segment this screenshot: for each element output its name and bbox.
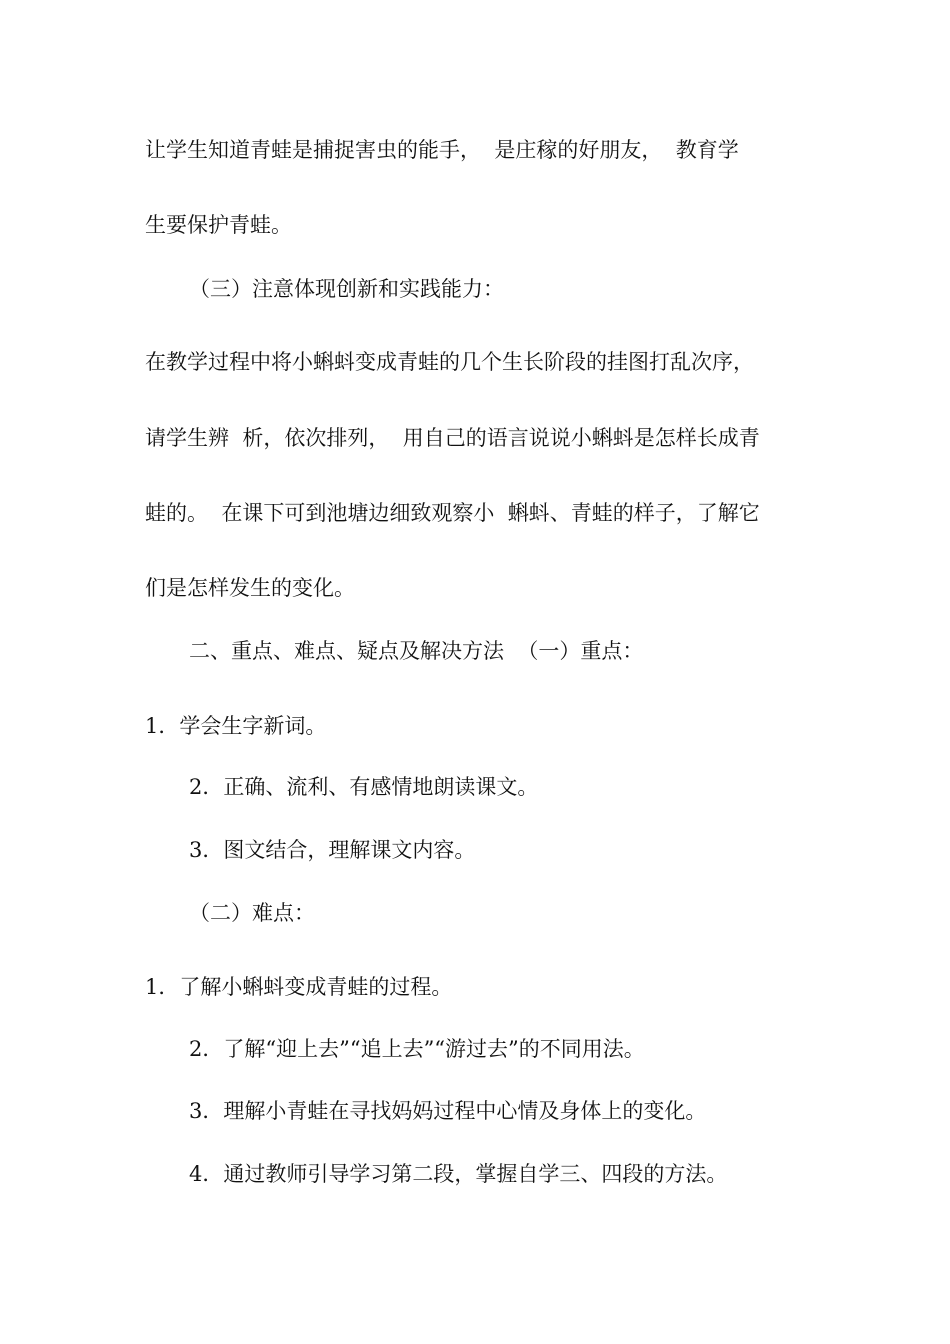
- paragraph-line: 请学生辨 析，依次排列， 用自己的语言说说小蝌蚪是怎样长成青: [145, 426, 760, 450]
- list-item: 2．正确、流利、有感情地朗读课文。: [189, 775, 539, 799]
- list-item: 3．理解小青蛙在寻找妈妈过程中心情及身体上的变化。: [189, 1099, 707, 1123]
- paragraph-line: 在教学过程中将小蝌蚪变成青蛙的几个生长阶段的挂图打乱次序，: [145, 350, 754, 374]
- list-item: 3．图文结合，理解课文内容。: [189, 838, 476, 862]
- subsection-heading: （二）难点：: [189, 901, 315, 925]
- list-item: 4．通过教师引导学习第二段，掌握自学三、四段的方法。: [189, 1162, 728, 1186]
- section-heading: 二、重点、难点、疑点及解决方法 （一）重点：: [189, 639, 644, 663]
- paragraph-line: 们是怎样发生的变化。: [145, 576, 355, 600]
- paragraph-line: 让学生知道青蛙是捕捉害虫的能手， 是庄稼的好朋友， 教育学: [145, 138, 739, 162]
- paragraph-line: 蛙的。 在课下可到池塘边细致观察小 蝌蚪、青蛙的样子，了解它: [145, 501, 760, 525]
- list-item: 1．学会生字新词。: [145, 714, 327, 738]
- list-item: 2．了解“迎上去”“追上去”“游过去”的不同用法。: [189, 1037, 645, 1061]
- section-heading: （三）注意体现创新和实践能力：: [189, 277, 504, 301]
- list-item: 1．了解小蝌蚪变成青蛙的过程。: [145, 975, 453, 999]
- paragraph-line: 生要保护青蛙。: [145, 213, 292, 237]
